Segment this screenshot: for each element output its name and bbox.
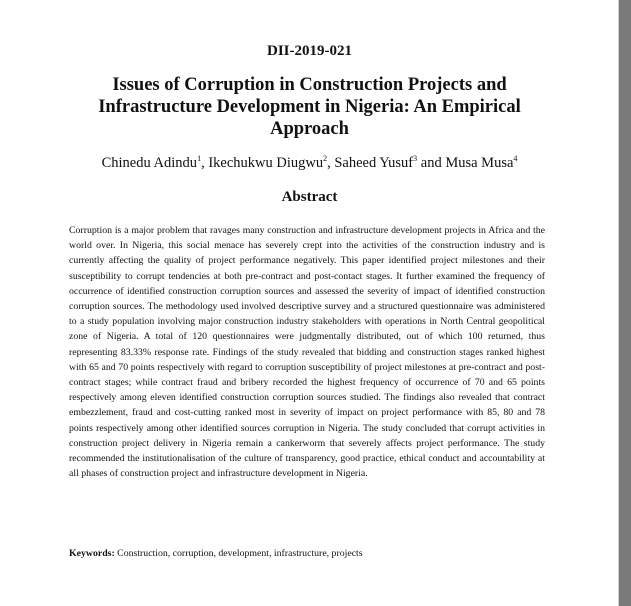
document-id: DII-2019-021 — [267, 43, 352, 59]
author-name: Musa Musa — [445, 155, 514, 171]
author-name: Ikechukwu Diugwu — [208, 155, 324, 171]
author-name: Chinedu Adindu — [101, 155, 198, 171]
abstract-text: Corruption is a major problem that ravages many construction and infrastructure development projects in Africa and the world over. In Nigeria, this social menace has severely crept into the activities of the construction industry and is currently affecting the quality of project performance negatively. This paper identified project milestones and their susceptibility to corrupt tendencies at both pre-contract and post-contact stages. It further examined the frequency of occurrence of identified construction corruption sources and assessed the severity of impact of identified construction corruption sources. The methodology used involved descriptive survey and a structured questionnaire was administered to a study population involving major construction industry stakeholders with operations in North Central geopolitical zone of Nigeria. A total of 120 questionnaires were judgmentally distributed, out of which 100 returned, thus representing 83.33% response rate. Findings of the study revealed that bidding and construction stages ranked highest with 65 and 70 points respectively with regard to corruption susceptibility of project milestones at pre-contract and post-contract stages; while contract fraud and bribery recorded the highest frequency of occurrence of 70 and 65 points respectively among eleven identified construction corruption sources studied. The findings also revealed that contract embezzlement, fraud and cost-cutting ranked most in severity of impact on project performance with 85, 80 and 78 points respectively among other identified sources corruption in Nigeria. The study concluded that corrupt activities in construction project delivery in Nigeria remain a cankerworm that severely affects project performance. The study recommended the institutionalisation of the culture of transparency, good practice, ethical conduct and accountability at all phases of construction project and infrastructure development in Nigeria. — [69, 225, 545, 480]
author-affiliation-number: 3 — [413, 154, 418, 163]
author-separator: , — [327, 155, 335, 171]
author — [445, 155, 517, 171]
author-separator: , — [201, 155, 209, 171]
author — [208, 155, 327, 171]
keywords-list: Construction, corruption, development, infrastructure, projects — [117, 548, 363, 559]
author-separator: and — [417, 155, 446, 171]
viewer-gutter — [619, 0, 631, 606]
author-affiliation-number: 4 — [513, 154, 518, 163]
author-list — [0, 155, 619, 172]
author-affiliation-number: 1 — [197, 154, 202, 163]
author — [102, 155, 201, 171]
paper-title: Issues of Corruption in Construction Projects and Infrastructure Development in Nigeria: An Empirical Approach — [98, 75, 521, 139]
author-affiliation-number: 2 — [323, 154, 328, 163]
author — [334, 155, 417, 171]
abstract-heading: Abstract — [281, 189, 338, 205]
keywords-line — [69, 548, 545, 559]
author-name: Saheed Yusuf — [334, 155, 414, 171]
keywords-label: Keywords: — [69, 548, 115, 559]
